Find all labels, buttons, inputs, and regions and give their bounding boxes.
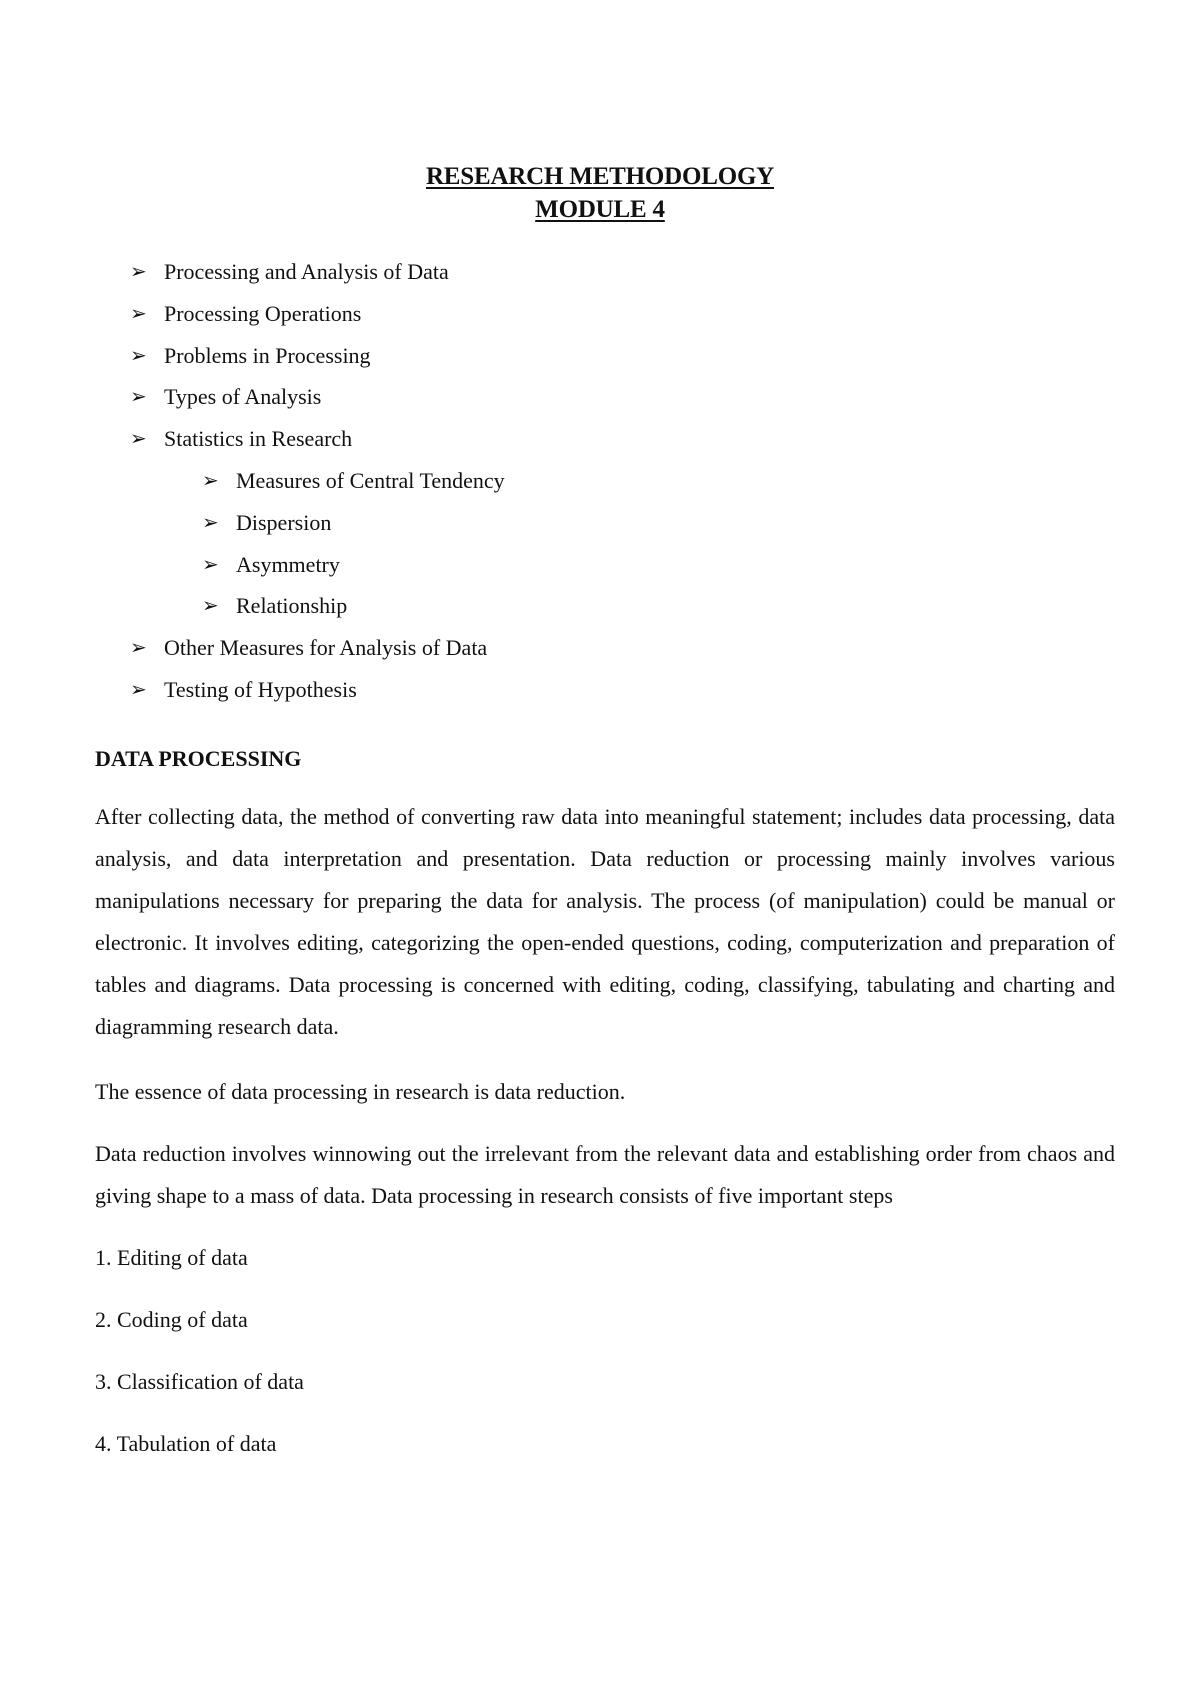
section-heading: DATA PROCESSING: [95, 746, 302, 771]
arrowhead-bullet-icon: ➢: [130, 678, 147, 701]
step-item: 1. Editing of data: [95, 1245, 248, 1270]
arrowhead-bullet-icon: ➢: [130, 386, 147, 409]
arrowhead-bullet-icon: ➢: [202, 553, 219, 576]
arrowhead-bullet-icon: ➢: [130, 637, 147, 660]
arrowhead-bullet-icon: ➢: [130, 344, 147, 367]
topic-label: Testing of Hypothesis: [164, 676, 357, 702]
arrowhead-bullet-icon: ➢: [202, 511, 219, 534]
arrowhead-bullet-icon: ➢: [130, 428, 147, 451]
topic-label: Problems in Processing: [164, 342, 371, 368]
topic-label: Processing Operations: [164, 300, 362, 326]
body-paragraph-3: Data reduction involves winnowing out the irrelevant from the relevant data and establishing order from chaos and giving shape to a mass of data. Data processing in research consists of five important steps: [95, 1141, 1115, 1208]
topic-item: [130, 341, 371, 383]
subtopic-label: Relationship: [236, 593, 348, 619]
topic-item: [130, 424, 353, 466]
subtopic-label: Dispersion: [236, 509, 332, 535]
topic-item: [130, 382, 322, 424]
arrowhead-bullet-icon: ➢: [202, 595, 219, 618]
arrowhead-bullet-icon: ➢: [130, 302, 147, 325]
step-item: 3. Classification of data: [95, 1369, 304, 1394]
topic-item: [130, 257, 449, 299]
topic-list: [130, 257, 505, 717]
step-item: 2. Coding of data: [95, 1307, 248, 1332]
body-paragraph-1: After collecting data, the method of converting raw data into meaningful statement; includes data processing, data analysis, and data interpretation and presentation. Data reduction or processing mainly involves various manipulations necessary for preparing the data for analysis. The process (of manipulation) could be manual or electronic. It involves editing, categorizing the open-ended questions, coding, computerization and preparation of tables and diagrams. Data processing is concerned with editing, coding, classifying, tabulating and charting and diagramming research data.: [95, 804, 1115, 1039]
module-title: MODULE 4: [535, 196, 665, 223]
document-title: RESEARCH METHODOLOGY: [425, 163, 775, 190]
topic-label: Types of Analysis: [164, 384, 322, 410]
arrowhead-bullet-icon: ➢: [130, 261, 147, 283]
subtopic-label: Asymmetry: [236, 551, 340, 577]
topic-label: Other Measures for Analysis of Data: [164, 635, 488, 661]
topic-label: Statistics in Research: [164, 426, 353, 452]
topic-item: [130, 299, 362, 341]
arrowhead-bullet-icon: ➢: [202, 469, 219, 492]
topic-label: Processing and Analysis of Data: [164, 259, 449, 284]
body-paragraph-2: The essence of data processing in research is data reduction.: [95, 1079, 626, 1104]
subtopic-label: Measures of Central Tendency: [236, 467, 505, 493]
topic-item: [130, 675, 357, 717]
step-item: 4. Tabulation of data: [95, 1431, 277, 1456]
topic-item: [130, 633, 488, 675]
